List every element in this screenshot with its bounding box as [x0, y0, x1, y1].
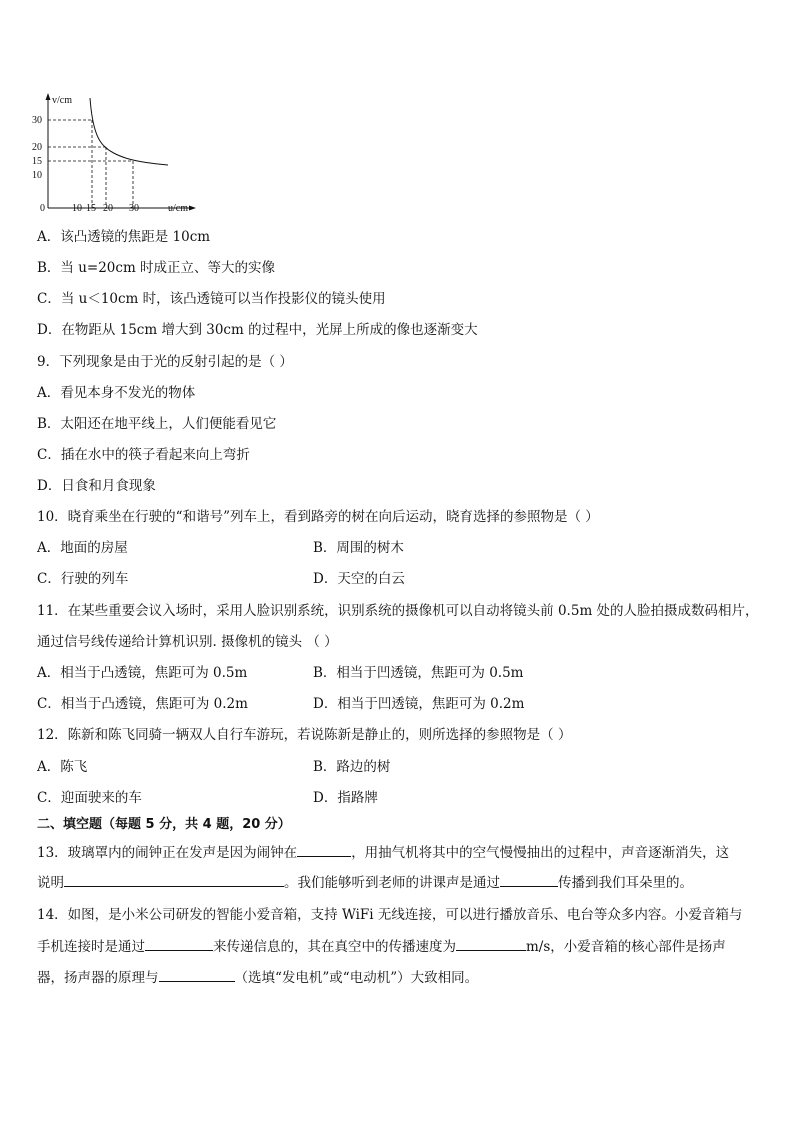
q14-line1: 14．如图，是小米公司研发的智能小爱音箱，支持 WiFi 无线连接，可以进行播放音乐、电台等众多内容。小爱音箱与	[37, 907, 743, 923]
q14-blank-2[interactable]	[456, 936, 526, 951]
x-tick-30: 30	[129, 203, 139, 214]
q11-stem-line1: 11．在某些重要会议入场时，采用人脸识别系统，识别系统的摄像机可以自动将镜头前 0.5m 处的人脸拍摄成数码相片，	[37, 603, 759, 619]
q10-stem: 10．晓育乘坐在行驶的“和谐号”列车上，看到路旁的树在向后运动，晓育选择的参照物是（ ）	[37, 509, 599, 525]
q11-option-b: B．相当于凹透镜，焦距可为 0.5m	[313, 665, 524, 681]
q11-option-a: A．相当于凸透镜，焦距可为 0.5m	[37, 665, 248, 681]
q13-blank-2[interactable]	[64, 872, 284, 887]
q12-stem: 12．陈新和陈飞同骑一辆双人自行车游玩，若说陈新是静止的，则所选择的参照物是（ ）	[37, 727, 572, 743]
q13-text-1: 13．玻璃罩内的闹钟正在发声是因为闹钟在	[37, 845, 298, 861]
q8-option-d: D．在物距从 15cm 增大到 30cm 的过程中，光屏上所成的像也逐渐变大	[37, 322, 478, 338]
x-tick-10: 10	[72, 203, 82, 214]
q14-line2	[37, 936, 726, 957]
q14-line3	[37, 967, 478, 988]
q14-text-6: （选填“发电机”或“电动机”）大致相同。	[234, 970, 479, 986]
q13-blank-1[interactable]	[297, 842, 351, 857]
y-axis-arrow	[46, 93, 51, 100]
q10-option-d: D．天空的白云	[313, 571, 405, 587]
q13-text-4: 。我们能够听到老师的讲课声是通过	[284, 875, 500, 891]
image-distance-graph	[30, 90, 200, 220]
image-distance-curve	[90, 98, 168, 165]
q11-option-c: C．相当于凸透镜，焦距可为 0.2m	[37, 696, 248, 712]
y-tick-20: 20	[32, 142, 42, 153]
q9-option-a: A．看见本身不发光的物体	[37, 385, 196, 401]
x-axis-arrow	[189, 206, 196, 211]
q9-option-c: C．插在水中的筷子看起来向上弯折	[37, 447, 250, 463]
x-tick-20: 20	[103, 203, 113, 214]
q14-text-4: m/s，小爱音箱的核心部件是扬声	[526, 939, 726, 955]
q13-line2	[37, 872, 693, 893]
q11-stem-line2: 通过信号线传递给计算机识别. 摄像机的镜头 （ ）	[37, 634, 338, 650]
q11-option-d: D．相当于凹透镜，焦距可为 0.2m	[313, 696, 525, 712]
q12-option-a: A．陈飞	[37, 759, 88, 775]
q9-stem: 9．下列现象是由于光的反射引起的是（ ）	[37, 354, 293, 370]
q13-text-3: 说明	[37, 875, 64, 891]
section-2-heading: 二、填空题（每题 5 分，共 4 题，20 分）	[37, 817, 291, 832]
q13-line1	[37, 842, 729, 863]
y-tick-15: 15	[32, 156, 42, 167]
q8-option-b: B．当 u=20cm 时成正立、等大的实像	[37, 260, 276, 276]
q9-option-d: D．日食和月食现象	[37, 478, 156, 494]
q10-option-b: B．周围的树木	[313, 540, 404, 556]
q8-option-c: C．当 u＜10cm 时，该凸透镜可以当作投影仪的镜头使用	[37, 291, 386, 307]
y-tick-30: 30	[32, 115, 42, 126]
q9-option-b: B．太阳还在地平线上，人们便能看见它	[37, 416, 277, 432]
x-axis-label: u/cm	[168, 203, 188, 214]
q13-text-5: 传播到我们耳朵里的。	[558, 875, 693, 891]
q13-blank-3[interactable]	[500, 872, 558, 887]
x-tick-15: 15	[86, 203, 96, 214]
y-tick-10: 10	[32, 170, 42, 181]
q12-option-c: C．迎面驶来的车	[37, 790, 142, 806]
q14-text-2: 手机连接时是通过	[37, 939, 145, 955]
q10-option-c: C．行驶的列车	[37, 571, 129, 587]
q12-option-d: D．指路牌	[313, 790, 378, 806]
q12-option-b: B．路边的树	[313, 759, 391, 775]
q13-text-2: ，用抽气机将其中的空气慢慢抽出的过程中，声音逐渐消失，这	[351, 845, 730, 861]
q14-blank-1[interactable]	[145, 936, 213, 951]
q10-option-a: A．地面的房屋	[37, 540, 128, 556]
y-axis-label: v/cm	[52, 95, 72, 106]
q14-text-3: 来传递信息的，其在真空中的传播速度为	[213, 939, 456, 955]
origin-label: 0	[40, 203, 45, 214]
q14-text-5: 器，扬声器的原理与	[37, 970, 159, 986]
q8-option-a: A．该凸透镜的焦距是 10cm	[37, 229, 211, 245]
q14-blank-3[interactable]	[159, 967, 235, 982]
